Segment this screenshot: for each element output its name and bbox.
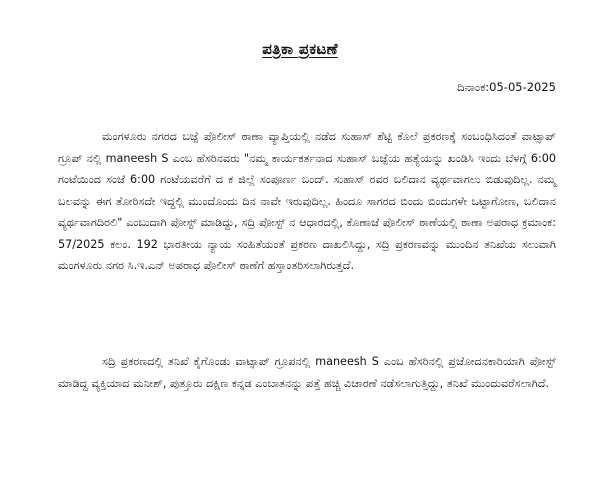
document-title (0, 40, 600, 58)
document-date: ದಿನಾಂಕ:05-05-2025 (457, 80, 556, 94)
document-title-text: ಪತ್ರಿಕಾ ಪ್ರಕಟಣೆ (262, 40, 338, 58)
body-paragraph-2: ಸದ್ರಿ ಪ್ರಕರಣದಲ್ಲಿ ತನಿಖೆ ಕೈಗೊಂಡು ವಾಟ್ಸಾಪ್ ಗ್ರೂಪನಲ್ಲಿ maneesh S ಎಂಬ ಹೆಸರಿನಲ್ಲಿ ಪ್ರಚೋದನಕಾರಿಯಾಗಿ ಪೋಸ್ಟ್ ಮಾಡಿದ್ದ ವ್ಯಕ್ತಿಯಾದ ಮನೀಶ್, ಪುತ್ತೂರು ದಕ್ಷಿಣ ಕನ್ನಡ ಎಂಬಾತನನ್ನು ಪತ್ತೆ ಹಚ್ಚಿ ವಿಚಾರಣೆ ನಡೆಸಲಾಗುತ್ತಿದ್ದು, ತನಿಖೆ ಮುಂದುವರೆಸಲಾಗಿದೆ. (58, 355, 556, 390)
body-paragraph-1: ಮಂಗಳೂರು ನಗರದ ಬಜ್ಪೆ ಪೊಲೀಸ್ ಠಾಣಾ ವ್ಯಾಪ್ತಿಯಲ್ಲಿ ನಡೆದ ಸುಹಾಸ್ ಶೆಟ್ಟಿ ಕೊಲೆ ಪ್ರಕರಣಕ್ಕೆ ಸಂಬಂಧಿಸಿದಂತೆ ವಾಟ್ಸಾಪ್ ಗ್ರೂಪ್ ನಲ್ಲಿ maneesh S ಎಂಬ ಹೆಸರಿನವರು "ನಮ್ಮ ಕಾರ್ಯಕರ್ತನಾದ ಸುಹಾಸ್ ಬಜ್ಪೆಯ ಹತ್ಯೆಯನ್ನು ಖಂಡಿಸಿ ಇಂದು ಬೆಳಗ್ಗೆ 6:00 ಗಂಟೆಯಿಂದ ಸಂಜೆ 6:00 ಗಂಟೆಯವರೆಗೆ ದ ಕ ಜಿಲ್ಲೆ ಸಂಪೂರ್ಣ ಬಂದ್. ಸುಹಾಸ್ ರವರ ಬಲಿದಾನ ವ್ಯರ್ಥವಾಗಲು ಬಿಡುವುದಿಲ್ಲ. ನಮ್ಮ ಬಲವನ್ನು ಈಗ ತೋರಿಸದೇ ಇದ್ದಲ್ಲಿ ಮುಂದೊಂದು ದಿನ ನಾವೇ ಇರುವುದಿಲ್ಲ. ಹಿಂದೂ ಸಾಗರದ ಬಿಂದು ಬಿಂದುಗಳೇ ಒಟ್ಟಾಗೋಣ, ಬಲಿದಾನ ವ್ಯರ್ಥವಾಗದಿರಲಿ" ಎಂಬುದಾಗಿ ಪೋಸ್ಟ್ ಮಾಡಿದ್ದು, ಸದ್ರಿ ಪೋಸ್ಟ್ ನ ಆಧಾರದಲ್ಲಿ, ಕೊಣಾಜೆ ಪೊಲೀಸ್ ಠಾಣೆಯಲ್ಲಿ ಠಾಣಾ ಅಪರಾಧ ಕ್ರಮಾಂಕ: 57/2025 ಕಲಂ. 192 ಭಾರತೀಯ ನ್ಯಾಯ ಸಂಹಿತೆಯಂತೆ ಪ್ರಕರಣ ದಾಖಲಿಸಿದ್ದು, ಸದ್ರಿ ಪ್ರಕರಣವನ್ನು ಮುಂದಿನ ತನಿಖೆಯ ಸಲುವಾಗಿ ಮಂಗಳೂರು ನಗರ ಸಿ.ಇ.ಎನ್ ಅಪರಾಧ ಪೊಲೀಸ್ ಠಾಣೆಗೆ ಹಸ್ತಾಂತರಿಸಲಾಗಿರುತ್ತದೆ. (58, 130, 556, 272)
